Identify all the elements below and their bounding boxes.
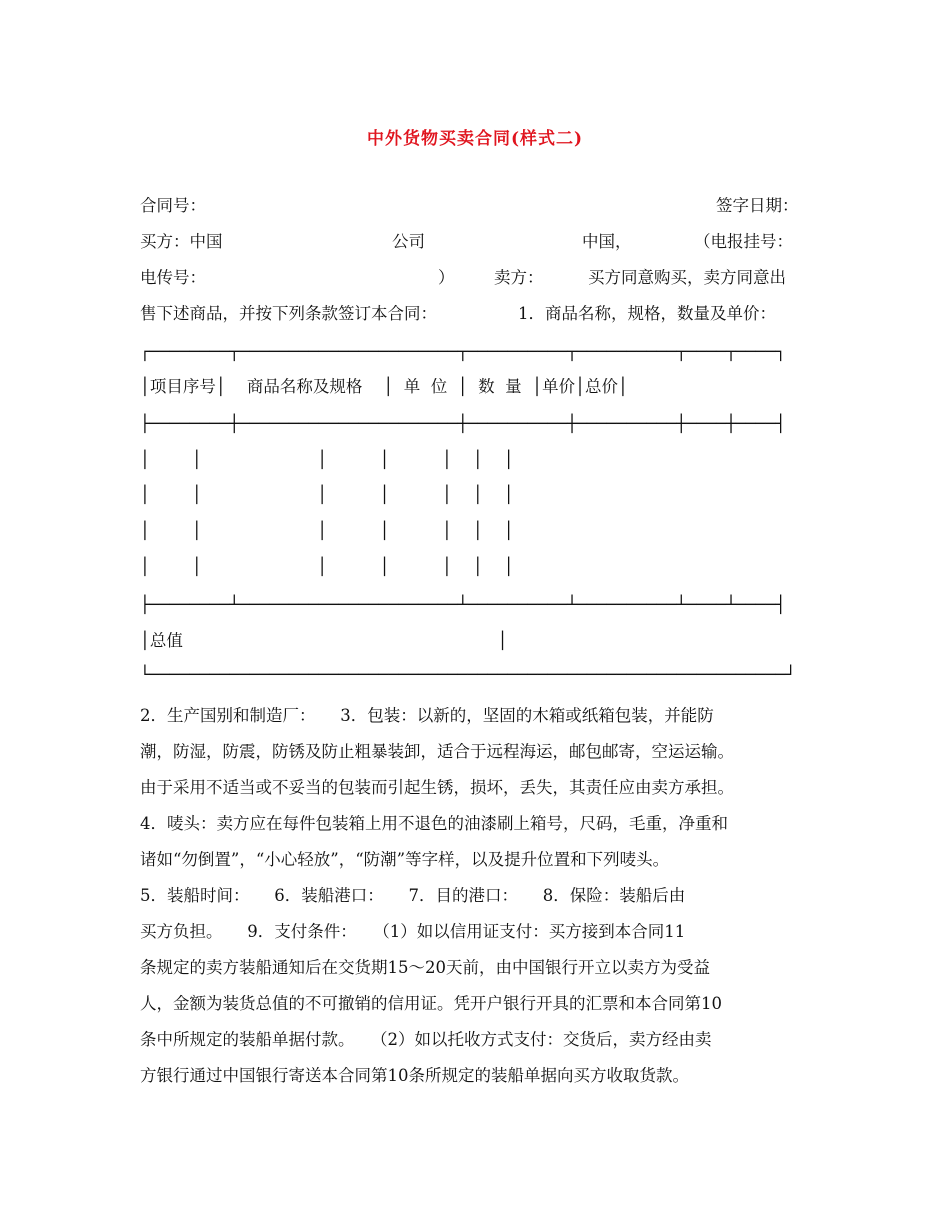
table-row: │ │ │ │ │ │ │ (140, 557, 514, 576)
china-label: 中国， (582, 232, 632, 251)
contract-no-label: 合同号： (140, 196, 206, 215)
clause-line: 潮，防湿，防震，防锈及防止粗暴装卸，适合于远程海运，邮包邮寄，空运运输。 (140, 742, 734, 761)
clause-line: 5．装船时间： 6．装船港口： 7．目的港口： 8．保险：装船后由 (140, 886, 686, 905)
table-header-row: │项目序号│ 商品名称及规格 │ 单 位 │ 数 量 │单价│总价│ (140, 377, 628, 396)
seller-label: 卖方： (494, 268, 544, 287)
buyer-label: 买方：中国 (140, 232, 223, 251)
clause-line: 4．唛头：卖方应在每件包装箱上用不退色的油漆刷上箱号，尺码，毛重，净重和 (140, 814, 728, 833)
sell-text: 售下述商品，并按下列条款签订本合同： (140, 304, 437, 323)
clause-line: 诸如“勿倒置”，“小心轻放”，“防潮”等字样，以及提升位置和下列唛头。 (140, 850, 670, 869)
table-bottom-border: └────────────────────────────────────────────────────────────────┘ (140, 665, 796, 684)
clause-line: 条规定的卖方装船通知后在交货期15～20天前，由中国银行开立以卖方为受益 (140, 958, 710, 977)
table-total-row: │总值 │ (140, 631, 508, 650)
table-row: │ │ │ │ │ │ │ (140, 521, 514, 540)
clause-line: 条中所规定的装船单据付款。 （2）如以托收方式支付：交货后，卖方经由卖 (140, 1030, 712, 1049)
clause-line: 买方负担。 9．支付条件： （1）如以信用证支付：买方接到本合同11 (140, 922, 686, 941)
agree-text: 买方同意购买，卖方同意出 (588, 268, 786, 287)
table-divider: ├────────┼──────────────────────┼──────────┼──────────┼────┼────┤ (140, 414, 786, 433)
company-label: 公司 (392, 232, 425, 251)
clause-line: 方银行通过中国银行寄送本合同第10条所规定的装船单据向买方收取货款。 (140, 1066, 689, 1085)
telegraph-label: （电报挂号： (694, 232, 793, 251)
table-top-border: ┌────────┬──────────────────────┬──────────┬──────────┬────┬────┐ (140, 342, 786, 361)
table-row: │ │ │ │ │ │ │ (140, 450, 514, 469)
clause-line: 由于采用不适当或不妥当的包装而引起生锈，损坏，丢失，其责任应由卖方承担。 (140, 778, 734, 797)
clause-line: 人，金额为装货总值的不可撤销的信用证。凭开户银行开具的汇票和本合同第10 (140, 994, 722, 1013)
item1-text: 1．商品名称，规格，数量及单价： (518, 304, 776, 323)
clause-line: 2．生产国别和制造厂： 3．包装：以新的，坚固的木箱或纸箱包装，并能防 (140, 706, 714, 725)
table-bottom-divider: ├────────┴──────────────────────┴──────────┴──────────┴────┴────┤ (140, 595, 786, 614)
paren-close: ） (438, 268, 455, 287)
table-row: │ │ │ │ │ │ │ (140, 485, 514, 504)
telex-label: 电传号： (140, 268, 206, 287)
sign-date-label: 签字日期： (716, 196, 799, 215)
document-title: 中外货物买卖合同(样式二) (366, 129, 584, 149)
